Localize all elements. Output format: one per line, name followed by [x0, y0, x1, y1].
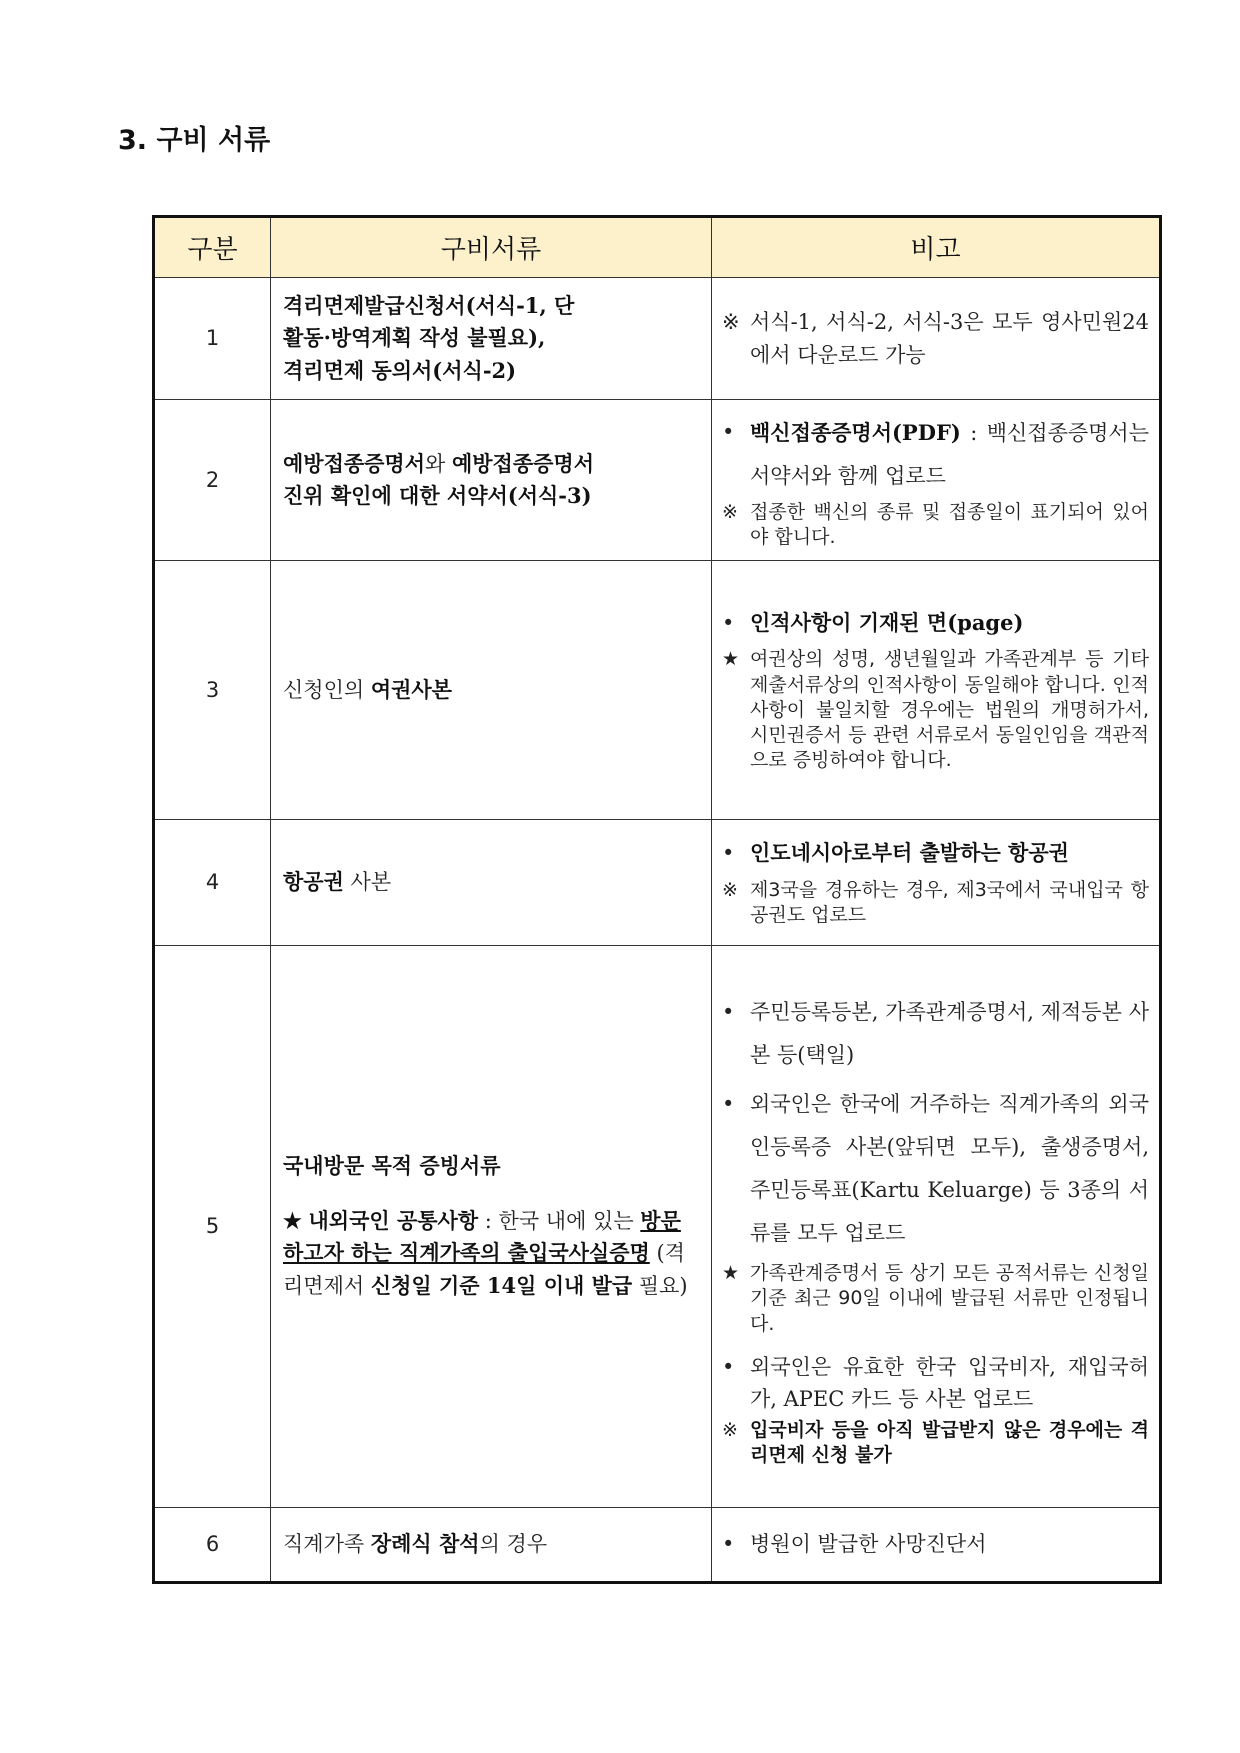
- document-text: 직계가족: [283, 1532, 371, 1557]
- note-text: 접종한 백신의 종류 및 접종일이 표기되어 있어야 합니다.: [750, 500, 1149, 548]
- document-text: 장례식 참석: [370, 1531, 480, 1557]
- note-bold-text: 인적사항이 기재된 면(page): [750, 609, 1024, 635]
- note-item: [722, 607, 1149, 640]
- table-row: [154, 278, 1161, 400]
- note-item: [722, 647, 1149, 772]
- table-row: [154, 561, 1161, 820]
- star-icon: ★: [722, 648, 740, 671]
- reference-mark-icon: ※: [722, 310, 740, 335]
- document-line: 국내방문 목적 증빙서류: [283, 1153, 501, 1179]
- table-row: [154, 1507, 1161, 1582]
- reference-mark-icon: ※: [722, 500, 738, 523]
- header-remarks: 비고: [712, 217, 1161, 278]
- note-bold-text: 인도네시아로부터 출발하는 항공권: [750, 840, 1069, 866]
- reference-mark-icon: ※: [722, 878, 738, 901]
- note-text: 제3국을 경유하는 경우, 제3국에서 국내입국 항공권도 업로드: [750, 878, 1149, 926]
- document-line: 격리면제 동의서(서식-2): [283, 357, 517, 383]
- bullet-icon: •: [722, 1000, 735, 1025]
- note-text: 외국인은 한국에 거주하는 직계가족의 외국인등록증 사본(앞뒤면 모두), 출생증명서, 주민등록표(Kartu Keluarge) 등 3종의 서류를 모두 업로드: [750, 1092, 1149, 1246]
- document-text: 예방접종증명서: [451, 450, 594, 476]
- common-text: (격리면제서: [283, 1241, 685, 1298]
- note-item: [722, 1261, 1149, 1336]
- table-row: [154, 819, 1161, 945]
- note-text: 여권상의 성명, 생년월일과 가족관계부 등 기타 제출서류상의 인적사항이 동일해야 합니다. 인적사항이 불일치할 경우에는 법원의 개명허가서, 시민권증서 등 관련 서류로서 동일인임을 객관적으로 증빙하여야 합니다.: [750, 648, 1149, 771]
- note-item: [722, 1418, 1149, 1468]
- bullet-icon: •: [722, 610, 735, 635]
- row-number: 6: [154, 1507, 271, 1582]
- note-text: 서식-1, 서식-2, 서식-3은 모두 영사민원24에서 다운로드 가능: [750, 310, 1149, 367]
- note-item: [722, 991, 1149, 1077]
- note-item: [722, 500, 1149, 550]
- required-documents-table: [152, 215, 1162, 1584]
- note-text: 외국인은 유효한 한국 입국비자, 재입국허가, APEC 카드 등 사본 업로드: [750, 1354, 1149, 1412]
- row-number: 5: [154, 946, 271, 1508]
- note-text: : 백신접종증명서는 서약서와 함께 업로드: [750, 420, 1149, 488]
- note-text: 주민등록등본, 가족관계증명서, 제적등본 사본 등(택일): [750, 1000, 1149, 1068]
- document-text: 항공권: [283, 869, 344, 895]
- note-item: [722, 1083, 1149, 1255]
- header-documents: 구비서류: [271, 217, 712, 278]
- document-line: 격리면제발급신청서(서식-1, 단: [283, 292, 575, 318]
- document-text: 와: [425, 451, 452, 476]
- remarks-cell: [712, 561, 1161, 820]
- common-underlined-text: 방문하고자 하는 직계가족의 출입국사실증명: [283, 1207, 681, 1266]
- note-text: 병원이 발급한 사망진단서: [750, 1532, 987, 1557]
- bullet-icon: •: [722, 1532, 735, 1557]
- document-text: 신청인의: [283, 677, 371, 702]
- document-cell: [271, 1507, 712, 1582]
- row-number: 1: [154, 278, 271, 400]
- bullet-icon: •: [722, 1354, 735, 1379]
- note-item: [722, 837, 1149, 870]
- document-cell: [271, 561, 712, 820]
- document-cell: [271, 278, 712, 400]
- common-text: : 한국 내에 있는: [478, 1208, 641, 1233]
- note-item: [722, 411, 1149, 498]
- bullet-icon: •: [722, 841, 735, 866]
- star-icon: ★: [722, 1262, 740, 1285]
- table-header-row: [154, 217, 1161, 278]
- common-text: 필요): [632, 1273, 688, 1298]
- remarks-cell: [712, 400, 1161, 561]
- common-bold-text: 신청일 기준 14일 이내 발급: [370, 1272, 633, 1298]
- page-title: 3. 구비 서류: [118, 125, 271, 156]
- note-text: 가족관계증명서 등 상기 모든 공적서류는 신청일 기준 최근 90일 이내에 발급된 서류만 인정됩니다.: [750, 1262, 1149, 1335]
- note-item: [722, 1351, 1149, 1416]
- document-line: 진위 확인에 대한 서약서(서식-3): [283, 483, 592, 509]
- table-row: [154, 400, 1161, 561]
- common-label: 내외국인 공통사항: [308, 1207, 479, 1233]
- star-icon: ★: [283, 1207, 302, 1233]
- note-bold-text: 백신접종증명서(PDF): [750, 419, 961, 445]
- common-requirements: [283, 1205, 699, 1303]
- document-cell: [271, 819, 712, 945]
- document-line: 활동·방역계획 작성 불필요),: [283, 325, 546, 351]
- document-cell: [271, 946, 712, 1508]
- remarks-cell: [712, 819, 1161, 945]
- row-number: 4: [154, 819, 271, 945]
- reference-mark-icon: ※: [722, 1418, 738, 1441]
- bullet-icon: •: [722, 1092, 735, 1117]
- document-text: 예방접종증명서: [283, 450, 426, 476]
- header-category: 구분: [154, 217, 271, 278]
- remarks-cell: [712, 1507, 1161, 1582]
- note-bold-text: 입국비자 등을 아직 발급받지 않은 경우에는 격리면제 신청 불가: [750, 1418, 1149, 1466]
- note-item: [722, 306, 1149, 371]
- document-text: 사본: [343, 870, 392, 895]
- remarks-cell: [712, 278, 1161, 400]
- document-text: 의 경우: [479, 1532, 548, 1557]
- row-number: 2: [154, 400, 271, 561]
- document-text: 여권사본: [370, 676, 452, 702]
- table-row: [154, 946, 1161, 1508]
- remarks-cell: [712, 946, 1161, 1508]
- document-cell: [271, 400, 712, 561]
- row-number: 3: [154, 561, 271, 820]
- note-item: [722, 1528, 1149, 1561]
- note-item: [722, 878, 1149, 928]
- bullet-icon: •: [722, 419, 735, 444]
